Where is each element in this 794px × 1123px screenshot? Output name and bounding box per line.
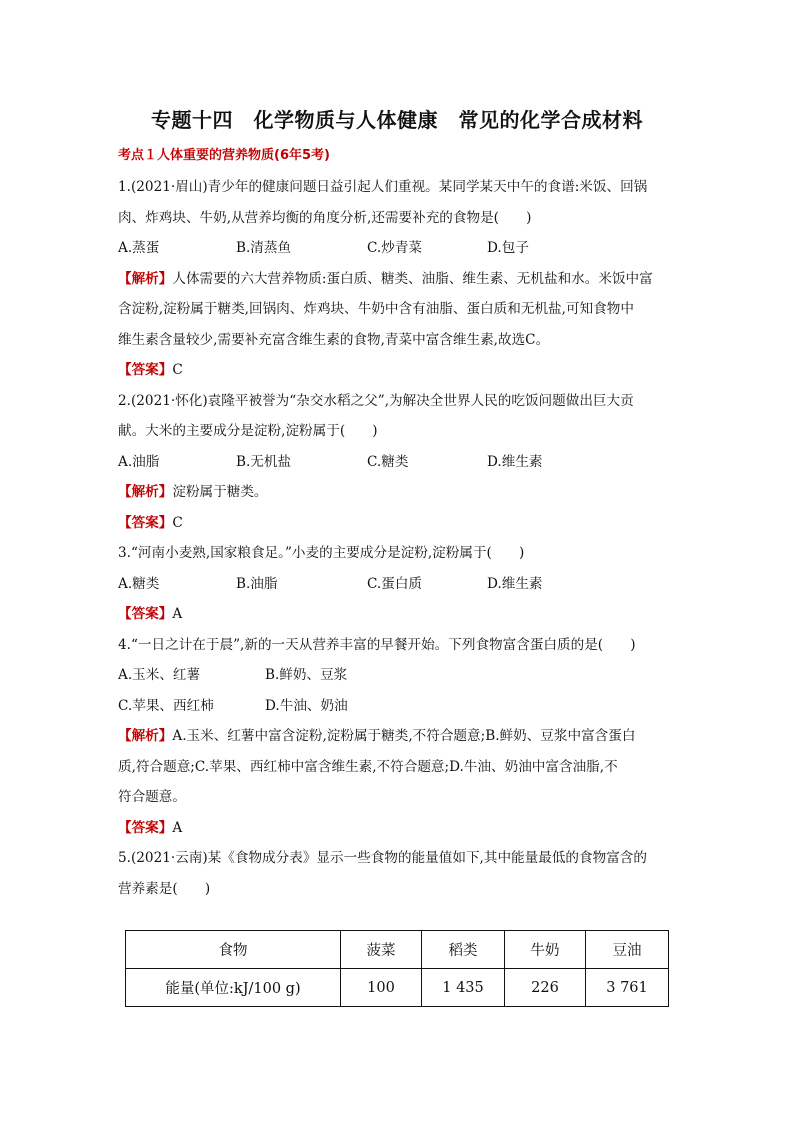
option-b: B.鲜奶、豆浆 (265, 667, 348, 683)
option-d: D.维生素 (487, 575, 543, 592)
option-c: C.糖类 (367, 453, 409, 470)
option-b: B.油脂 (236, 575, 278, 592)
table-header-spinach: 菠菜 (341, 931, 422, 969)
question-1-answer (118, 355, 678, 386)
analysis-tag: 【解析】 (118, 270, 173, 287)
option-c: C.炒青菜 (367, 240, 423, 256)
analysis-tag: 【解析】 (118, 728, 173, 744)
table-header-soybean-oil: 豆油 (586, 931, 669, 969)
table-cell-milk: 226 (505, 969, 586, 1007)
question-5-stem-line-2: 营养素是( ) (118, 880, 211, 897)
option-b: B.无机盐 (236, 453, 292, 470)
answer-value: C (172, 514, 183, 531)
table-cell-rice: 1 435 (422, 969, 505, 1007)
table-header-rice: 稻类 (422, 931, 505, 969)
question-2-stem-line-1: 2.(2021·怀化)袁隆平被誉为“杂交水稻之父”,为解决全世界人民的吃饭问题做出巨大贡 (118, 392, 634, 409)
question-3 (118, 538, 678, 630)
question-4-analysis-line-1 (118, 721, 678, 752)
food-energy-table (125, 930, 669, 1007)
table-header-row (126, 931, 669, 969)
option-d: D.牛油、奶油 (265, 697, 348, 714)
question-3-options (118, 569, 678, 600)
option-a: A.油脂 (118, 453, 160, 470)
answer-tag: 【答案】 (118, 362, 173, 378)
question-4-analysis-line-2: 质,符合题意;C.苹果、西红柿中富含维生素,不符合题意;D.牛油、奶油中富含油脂,不 (118, 758, 618, 775)
analysis-tag: 【解析】 (118, 484, 173, 500)
table-cell-soybean-oil: 3 761 (586, 969, 669, 1007)
option-d: D.包子 (487, 240, 529, 256)
answer-value: A (172, 819, 183, 836)
analysis-text: 淀粉属于糖类。 (172, 484, 268, 500)
option-c: C.蛋白质 (367, 575, 423, 592)
question-4 (118, 630, 678, 844)
option-a: A.玉米、红薯 (118, 667, 201, 683)
analysis-text: 人体需要的六大营养物质:蛋白质、糖类、油脂、维生素、无机盐和水。米饭中富 (172, 270, 653, 287)
question-1-analysis-line-3: 维生素含量较少,需要补充富含维生素的食物,青菜中富含维生素,故选C。 (118, 331, 550, 348)
option-a: A.糖类 (118, 575, 160, 592)
question-5-stem-line-1: 5.(2021·云南)某《食物成分表》显示一些食物的能量值如下,其中能量最低的食物富含的 (118, 850, 647, 866)
question-2-stem-line-2: 献。大米的主要成分是淀粉,淀粉属于( ) (118, 423, 378, 439)
option-c: C.苹果、西红柿 (118, 697, 214, 714)
option-d: D.维生素 (487, 453, 543, 470)
question-2-answer (118, 508, 678, 539)
question-1-stem-line-2: 肉、炸鸡块、牛奶,从营养均衡的角度分析,还需要补充的食物是( ) (118, 209, 532, 226)
question-2 (118, 386, 678, 539)
question-4-stem-line-1: 4.“一日之计在于晨”,新的一天从营养丰富的早餐开始。下列食物富含蛋白质的是( ) (118, 636, 636, 653)
answer-tag: 【答案】 (118, 819, 173, 836)
question-1 (118, 172, 678, 386)
question-4-options-row-2 (118, 691, 678, 722)
question-1-stem-line-1: 1.(2021·眉山)青少年的健康问题日益引起人们重视。某同学某天中午的食谱:米饭、回锅 (118, 179, 648, 195)
section-heading: 考点１人体重要的营养物质(6年5考) (118, 148, 330, 163)
table-header-milk: 牛奶 (505, 931, 586, 969)
answer-tag: 【答案】 (118, 606, 173, 622)
page-title: 专题十四 化学物质与人体健康 常见的化学合成材料 (151, 108, 643, 132)
answer-value: A (172, 606, 183, 622)
question-4-options-row-1 (118, 660, 678, 691)
table-cell-spinach: 100 (341, 969, 422, 1007)
table-row (126, 969, 669, 1007)
table-row-label: 能量(单位:kJ/100 g) (126, 969, 341, 1007)
question-3-answer (118, 599, 678, 630)
option-b: B.清蒸鱼 (236, 240, 292, 256)
answer-tag: 【答案】 (118, 514, 173, 531)
question-4-analysis-line-3: 符合题意。 (118, 789, 186, 805)
question-3-stem-line-1: 3.“河南小麦熟,国家粮食足。”小麦的主要成分是淀粉,淀粉属于( ) (118, 545, 525, 561)
question-list (118, 172, 678, 904)
question-2-analysis-line-1 (118, 477, 678, 508)
question-1-options (118, 233, 678, 264)
question-5 (118, 843, 678, 904)
table-header-food: 食物 (126, 931, 341, 969)
answer-value: C (172, 362, 183, 378)
question-4-answer (118, 813, 678, 844)
question-1-analysis-line-1 (118, 264, 678, 295)
option-a: A.蒸蛋 (118, 240, 160, 256)
question-1-analysis-line-2: 含淀粉,淀粉属于糖类,回锅肉、炸鸡块、牛奶中含有油脂、蛋白质和无机盐,可知食物中 (118, 301, 634, 317)
question-2-options (118, 447, 678, 478)
analysis-text: A.玉米、红薯中富含淀粉,淀粉属于糖类,不符合题意;B.鲜奶、豆浆中富含蛋白 (172, 728, 636, 744)
